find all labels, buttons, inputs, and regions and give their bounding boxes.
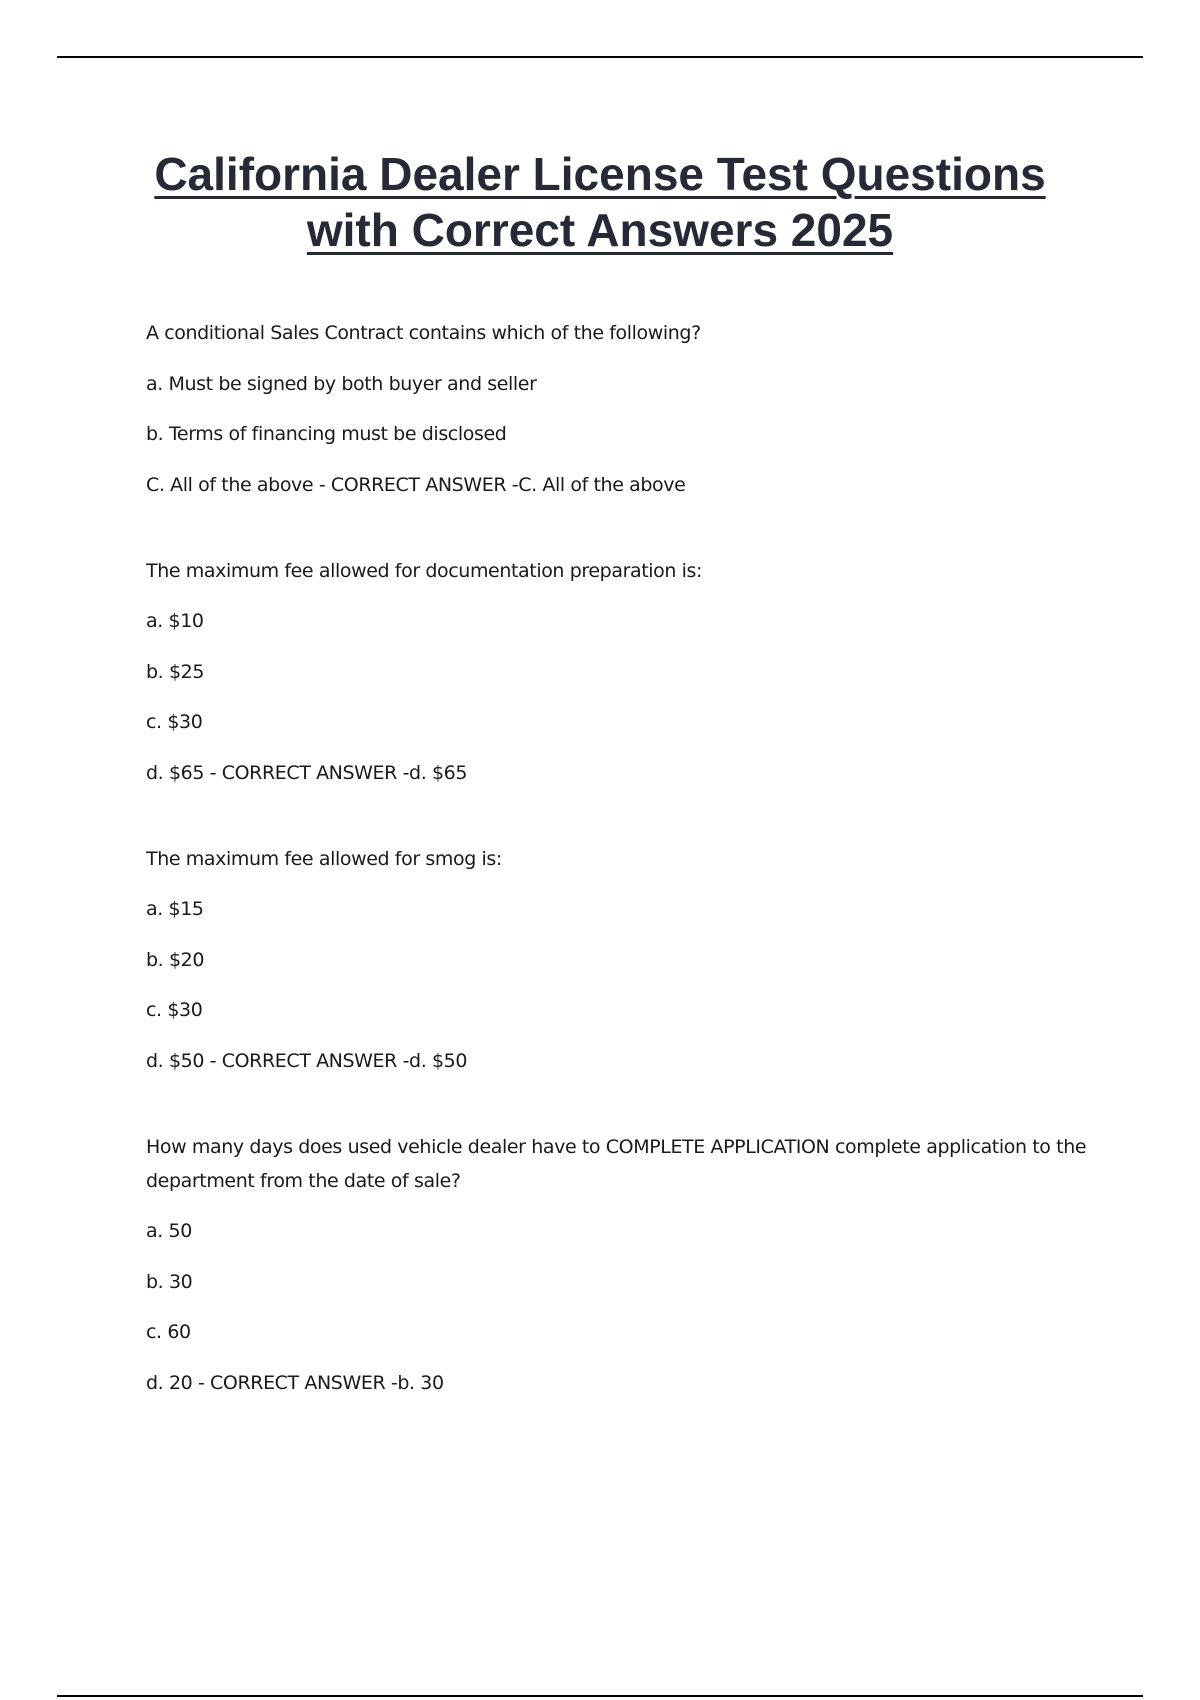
question-4: [146, 1130, 1096, 1400]
option-c: c. $30: [146, 999, 203, 1021]
question-text: The maximum fee allowed for smog is:: [146, 847, 502, 870]
top-rule: [57, 56, 1143, 58]
title-line-2: with Correct Answers 2025: [306, 204, 894, 256]
option-a: a. $10: [146, 610, 204, 632]
page-title: [100, 146, 1100, 258]
question-text: How many days does used vehicle dealer have to COMPLETE APPLICATION complete application to the department from the date of sale?: [146, 1135, 1087, 1192]
option-c-answer: C. All of the above - CORRECT ANSWER -C. All of the above: [146, 473, 686, 496]
title-line-1: California Dealer License Test Questions: [154, 148, 1046, 200]
option-a: a. Must be signed by both buyer and seller: [146, 372, 537, 395]
option-a: a. 50: [146, 1220, 192, 1242]
option-b: b. Terms of financing must be disclosed: [146, 423, 507, 445]
option-b: b. $25: [146, 660, 205, 683]
option-c: c. 60: [146, 1321, 191, 1343]
option-c: c. $30: [146, 711, 203, 733]
question-text: The maximum fee allowed for documentation preparation is:: [146, 559, 703, 582]
question-1: [146, 316, 1096, 502]
question-3: [146, 842, 1096, 1078]
question-text: A conditional Sales Contract contains which of the following?: [146, 322, 701, 344]
option-d-answer: d. $50 - CORRECT ANSWER -d. $50: [146, 1049, 468, 1072]
question-list: [146, 316, 1096, 1452]
option-d-answer: d. 20 - CORRECT ANSWER -b. 30: [146, 1371, 444, 1394]
option-d-answer: d. $65 - CORRECT ANSWER -d. $65: [146, 761, 468, 784]
option-a: a. $15: [146, 898, 204, 920]
option-b: b. $20: [146, 948, 205, 971]
question-2: [146, 554, 1096, 790]
option-b: b. 30: [146, 1270, 193, 1293]
bottom-rule: [57, 1695, 1143, 1697]
